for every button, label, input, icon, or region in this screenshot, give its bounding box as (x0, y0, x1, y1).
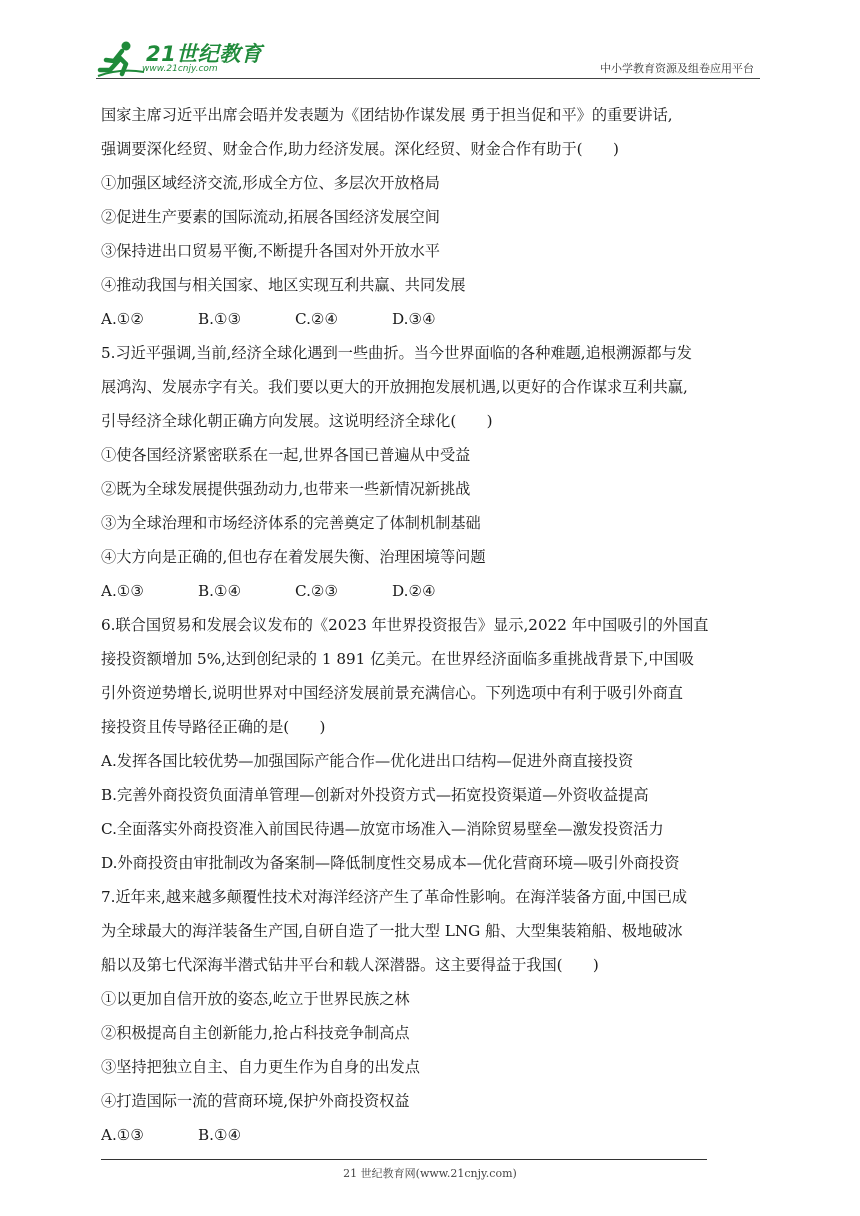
platform-title: 中小学教育资源及组卷应用平台 (600, 62, 754, 75)
question-7-item: ④打造国际一流的营商环境,保护外商投资权益 (101, 1092, 410, 1110)
question-7-item: ②积极提高自主创新能力,抢占科技竞争制高点 (101, 1024, 410, 1042)
question-7-item: ①以更加自信开放的姿态,屹立于世界民族之林 (101, 990, 410, 1008)
question-7-item: ③坚持把独立自主、自力更生作为自身的出发点 (101, 1058, 420, 1076)
question-6-option-b: B.完善外商投资负面清单管理—创新对外投资方式—拓宽投资渠道—外资收益提高 (101, 786, 649, 804)
text-line: 国家主席习近平出席会晤并发表题为《团结协作谋发展 勇于担当促和平》的重要讲话, (101, 106, 673, 124)
option-b: B.①④ (198, 582, 242, 600)
option-c: C.②④ (295, 310, 339, 328)
question-5-item: ④大方向是正确的,但也存在着发展失衡、治理困境等问题 (101, 548, 486, 566)
option-a: A.①② (101, 310, 145, 328)
question-6-option-d: D.外商投资由审批制改为备案制—降低制度性交易成本—优化营商环境—吸引外商投资 (101, 854, 680, 872)
question-5-stem: 5.习近平强调,当前,经济全球化遇到一些曲折。当今世界面临的各种难题,追根溯源都与发 (101, 344, 692, 362)
option-a: A.①③ (101, 582, 145, 600)
header-divider (96, 78, 760, 79)
text-line: ③保持进出口贸易平衡,不断提升各国对外开放水平 (101, 242, 440, 260)
option-d: D.③④ (392, 310, 436, 328)
runner-logo-icon (96, 40, 146, 80)
option-c: C.②③ (295, 582, 339, 600)
footer-divider (101, 1159, 707, 1160)
q4-options (101, 302, 769, 336)
q5-options (101, 574, 769, 608)
logo-url: www.21cnjy.com (142, 64, 218, 74)
text-line: ②促进生产要素的国际流动,拓展各国经济发展空间 (101, 208, 440, 226)
option-d: D.②④ (392, 582, 436, 600)
option-b: B.①③ (198, 310, 242, 328)
question-6-stem: 引外资逆势增长,说明世界对中国经济发展前景充满信心。下列选项中有利于吸引外商直 (101, 684, 683, 702)
question-6-option-c: C.全面落实外商投资准入前国民待遇—放宽市场准入—消除贸易壁垒—激发投资活力 (101, 820, 664, 838)
page-header (96, 40, 760, 80)
question-5-stem: 引导经济全球化朝正确方向发展。这说明经济全球化( ) (101, 412, 493, 430)
logo (96, 40, 266, 80)
option-b: B.①④ (198, 1126, 242, 1144)
option-a: A.①③ (101, 1126, 145, 1144)
question-6-stem: 接投资额增加 5%,达到创纪录的 1 891 亿美元。在世界经济面临多重挑战背景下,中国吸 (101, 650, 694, 668)
question-5-item: ①使各国经济紧密联系在一起,世界各国已普遍从中受益 (101, 446, 471, 464)
question-7-stem: 7.近年来,越来越多颠覆性技术对海洋经济产生了革命性影响。在海洋装备方面,中国已成 (101, 888, 688, 906)
question-6-stem: 接投资且传导路径正确的是( ) (101, 718, 326, 736)
document-body (101, 98, 769, 1152)
q7-options (101, 1118, 769, 1152)
question-6-option-a: A.发挥各国比较优势—加强国际产能合作—优化进出口结构—促进外商直接投资 (101, 752, 634, 770)
text-line: 强调要深化经贸、财金合作,助力经济发展。深化经贸、财金合作有助于( ) (101, 140, 619, 158)
question-5-item: ③为全球治理和市场经济体系的完善奠定了体制机制基础 (101, 514, 481, 532)
text-line: ①加强区域经济交流,形成全方位、多层次开放格局 (101, 174, 440, 192)
text-line: ④推动我国与相关国家、地区实现互利共赢、共同发展 (101, 276, 466, 294)
question-5-stem: 展鸿沟、发展赤字有关。我们要以更大的开放拥抱发展机遇,以更好的合作谋求互利共赢, (101, 378, 688, 396)
question-7-stem: 为全球最大的海洋装备生产国,自研自造了一批大型 LNG 船、大型集装箱船、极地破冰 (101, 922, 683, 940)
page-footer: 21 世纪教育网(www.21cnjy.com) (343, 1167, 517, 1180)
question-6-stem: 6.联合国贸易和发展会议发布的《2023 年世界投资报告》显示,2022 年中国吸引的外国直 (101, 616, 709, 634)
question-7-stem: 船以及第七代深海半潜式钻井平台和载人深潜器。这主要得益于我国( ) (101, 956, 599, 974)
logo-text: 21世纪教育 (146, 42, 263, 66)
question-5-item: ②既为全球发展提供强劲动力,也带来一些新情况新挑战 (101, 480, 471, 498)
